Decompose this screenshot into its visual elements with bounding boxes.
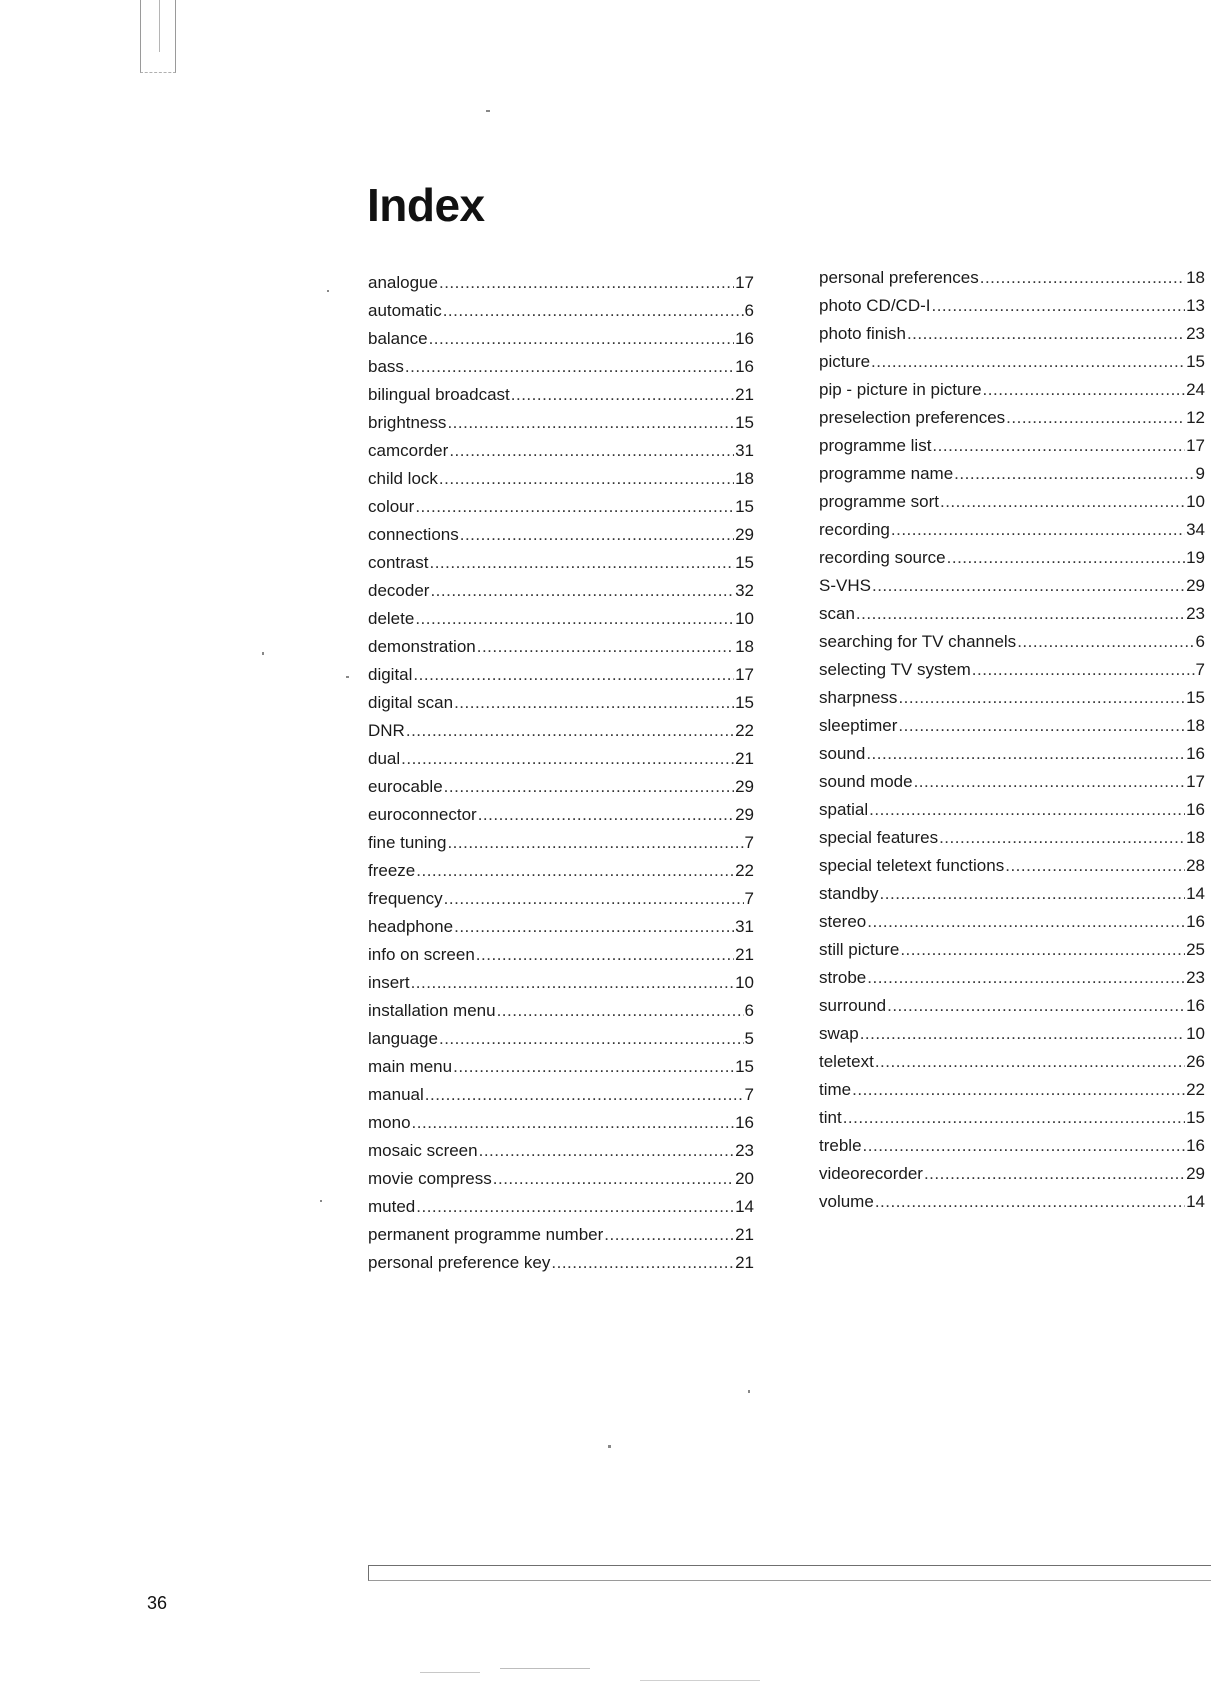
scan-speck [346, 676, 349, 678]
scan-speck [500, 1668, 590, 1669]
dot-leader [416, 857, 734, 885]
index-entry [819, 936, 1205, 964]
dot-leader [872, 572, 1185, 600]
index-entry [368, 269, 754, 297]
index-page-number: 6 [1195, 632, 1205, 651]
index-entry [368, 409, 754, 437]
index-page-number: 15 [735, 497, 754, 516]
index-page-number: 23 [1186, 604, 1205, 623]
index-page-number: 16 [1186, 800, 1205, 819]
index-entry [368, 1249, 754, 1277]
index-entry [368, 885, 754, 913]
dot-leader [983, 376, 1186, 404]
index-page-number: 17 [735, 273, 754, 292]
dot-leader [940, 488, 1185, 516]
dot-leader [476, 941, 734, 969]
index-term: balance [368, 329, 428, 348]
index-term: colour [368, 497, 415, 516]
index-page-number: 20 [735, 1169, 754, 1188]
index-entry [819, 712, 1205, 740]
index-term: sleeptimer [819, 716, 898, 735]
index-term: scan [819, 604, 855, 623]
dot-leader [405, 353, 734, 381]
index-term: automatic [368, 301, 442, 320]
index-page-number: 6 [744, 1001, 754, 1020]
index-term: insert [368, 973, 410, 992]
index-entry [368, 717, 754, 745]
index-page-number: 19 [1186, 548, 1205, 567]
index-page-number: 7 [744, 833, 754, 852]
dot-leader [430, 577, 734, 605]
crop-mark [140, 0, 176, 73]
index-entry [819, 852, 1205, 880]
index-page-number: 31 [735, 441, 754, 460]
index-entry [819, 1188, 1205, 1216]
dot-leader [875, 1188, 1185, 1216]
index-entry [368, 633, 754, 661]
dot-leader [907, 320, 1185, 348]
dot-leader [406, 717, 734, 745]
index-term: camcorder [368, 441, 449, 460]
index-page-number: 23 [735, 1141, 754, 1160]
bottom-rule [368, 1565, 1211, 1581]
dot-leader [444, 885, 744, 913]
index-page-number: 29 [1186, 576, 1205, 595]
index-term: personal preference key [368, 1253, 551, 1272]
page-number: 36 [147, 1593, 168, 1613]
index-term: dual [368, 749, 401, 768]
index-page-number: 17 [735, 665, 754, 684]
scan-speck [608, 1445, 611, 1448]
scan-speck [320, 1200, 322, 1202]
index-term: delete [368, 609, 415, 628]
index-term: spatial [819, 800, 869, 819]
index-page-number: 18 [1186, 828, 1205, 847]
dot-leader [604, 1221, 734, 1249]
dot-leader [887, 992, 1185, 1020]
dot-leader [914, 768, 1186, 796]
index-page-number: 22 [1186, 1080, 1205, 1099]
index-term: DNR [368, 721, 405, 740]
index-term: contrast [368, 553, 429, 572]
index-entry [368, 465, 754, 493]
index-term: eurocable [368, 777, 443, 796]
index-page-number: 34 [1186, 520, 1205, 539]
index-page-number: 16 [1186, 1136, 1205, 1155]
dot-leader [444, 773, 734, 801]
index-entry [819, 460, 1205, 488]
scan-speck [327, 290, 329, 292]
dot-leader [416, 1193, 734, 1221]
dot-leader [412, 1109, 735, 1137]
dot-leader [439, 1025, 744, 1053]
index-term: main menu [368, 1057, 453, 1076]
index-term: brightness [368, 413, 447, 432]
index-term: demonstration [368, 637, 476, 656]
dot-leader [947, 544, 1185, 572]
index-term: pip - picture in picture [819, 380, 982, 399]
index-entry [819, 1132, 1205, 1160]
index-entry [368, 997, 754, 1025]
index-page-number: 18 [735, 469, 754, 488]
index-page-number: 17 [1186, 772, 1205, 791]
dot-leader [875, 1048, 1185, 1076]
dot-leader [477, 633, 734, 661]
index-entry [368, 941, 754, 969]
index-entry [368, 605, 754, 633]
index-page-number: 24 [1186, 380, 1205, 399]
index-entry [368, 661, 754, 689]
dot-leader [453, 1053, 734, 1081]
index-term: special teletext functions [819, 856, 1005, 875]
scan-speck [486, 110, 490, 112]
index-term: photo finish [819, 324, 906, 343]
dot-leader [447, 409, 734, 437]
index-term: frequency [368, 889, 443, 908]
index-entry [368, 297, 754, 325]
index-entry [819, 740, 1205, 768]
index-term: recording source [819, 548, 946, 567]
index-page-number: 26 [1186, 1052, 1205, 1071]
index-page-number: 16 [1186, 912, 1205, 931]
dot-leader [447, 829, 743, 857]
index-term: mosaic screen [368, 1141, 478, 1160]
dot-leader [1005, 852, 1185, 880]
index-page-number: 15 [1186, 352, 1205, 371]
index-term: permanent programme number [368, 1225, 604, 1244]
index-term: time [819, 1080, 852, 1099]
index-entry [368, 437, 754, 465]
index-entry [368, 325, 754, 353]
dot-leader [413, 661, 734, 689]
index-entry [819, 1020, 1205, 1048]
index-term: picture [819, 352, 871, 371]
index-page-number: 7 [1195, 660, 1205, 679]
index-term: surround [819, 996, 887, 1015]
index-page-number: 16 [1186, 744, 1205, 763]
index-term: swap [819, 1024, 859, 1043]
dot-leader [449, 437, 734, 465]
index-term: bass [368, 357, 404, 376]
index-term: programme name [819, 464, 954, 483]
index-page-number: 15 [735, 413, 754, 432]
index-term: info on screen [368, 945, 475, 964]
index-entry [819, 376, 1205, 404]
index-page-number: 21 [735, 945, 754, 964]
index-term: tint [819, 1108, 842, 1127]
index-page-number: 29 [735, 525, 754, 544]
index-page-number: 29 [1186, 1164, 1205, 1183]
dot-leader [415, 493, 734, 521]
index-term: stereo [819, 912, 867, 931]
index-entry [819, 684, 1205, 712]
index-entry [819, 572, 1205, 600]
index-term: muted [368, 1197, 416, 1216]
index-entry [368, 1193, 754, 1221]
index-entry [368, 353, 754, 381]
index-term: personal preferences [819, 268, 979, 287]
index-page-number: 21 [735, 1253, 754, 1272]
dot-leader [429, 549, 734, 577]
dot-leader [898, 684, 1185, 712]
index-entry [368, 857, 754, 885]
index-term: digital [368, 665, 413, 684]
index-column-right [819, 264, 1205, 1216]
dot-leader [1017, 628, 1194, 656]
index-entry [368, 969, 754, 997]
index-page-number: 6 [744, 301, 754, 320]
index-entry [368, 1221, 754, 1249]
index-entry [368, 689, 754, 717]
index-page-number: 13 [1186, 296, 1205, 315]
index-page-number: 29 [735, 777, 754, 796]
index-column-left [368, 269, 754, 1277]
dot-leader [972, 656, 1195, 684]
dot-leader [900, 936, 1185, 964]
dot-leader [439, 269, 734, 297]
index-entry [368, 773, 754, 801]
index-entry [368, 1109, 754, 1137]
dot-leader [415, 605, 734, 633]
index-term: searching for TV channels [819, 632, 1017, 651]
index-entry [819, 880, 1205, 908]
index-term: bilingual broadcast [368, 385, 510, 404]
dot-leader [980, 264, 1185, 292]
index-page-number: 16 [735, 1113, 754, 1132]
index-entry [819, 432, 1205, 460]
dot-leader [898, 712, 1185, 740]
scan-speck [748, 1390, 750, 1393]
dot-leader [867, 908, 1185, 936]
index-page-number: 28 [1186, 856, 1205, 875]
dot-leader [439, 465, 734, 493]
index-page-number: 7 [744, 1085, 754, 1104]
index-entry [819, 824, 1205, 852]
index-term: analogue [368, 273, 438, 292]
index-term: photo CD/CD-I [819, 296, 931, 315]
index-entry [368, 577, 754, 605]
index-term: treble [819, 1136, 862, 1155]
index-term: sound mode [819, 772, 913, 791]
index-entry [368, 549, 754, 577]
scan-speck [420, 1672, 480, 1673]
index-page-number: 18 [735, 637, 754, 656]
index-page-number: 14 [1186, 1192, 1205, 1211]
index-term: teletext [819, 1052, 874, 1071]
index-term: headphone [368, 917, 454, 936]
index-page-number: 22 [735, 861, 754, 880]
index-term: sound [819, 744, 866, 763]
index-page-number: 22 [735, 721, 754, 740]
dot-leader [411, 969, 735, 997]
dot-leader [880, 880, 1186, 908]
index-term: preselection preferences [819, 408, 1006, 427]
dot-leader [856, 600, 1185, 628]
dot-leader [454, 913, 734, 941]
index-entry [819, 348, 1205, 376]
index-entry [368, 1137, 754, 1165]
index-entry [819, 516, 1205, 544]
index-entry [819, 796, 1205, 824]
index-entry [819, 320, 1205, 348]
scan-speck [640, 1680, 760, 1681]
index-entry [368, 745, 754, 773]
dot-leader [866, 740, 1185, 768]
index-entry [368, 913, 754, 941]
index-term: fine tuning [368, 833, 447, 852]
index-entry [819, 488, 1205, 516]
dot-leader [1006, 404, 1185, 432]
index-entry [368, 521, 754, 549]
dot-leader [871, 348, 1185, 376]
index-term: still picture [819, 940, 900, 959]
index-page-number: 16 [735, 329, 754, 348]
dot-leader [843, 1104, 1185, 1132]
index-term: standby [819, 884, 879, 903]
index-page-number: 16 [1186, 996, 1205, 1015]
index-term: connections [368, 525, 459, 544]
index-page-number: 15 [735, 553, 754, 572]
index-page-number: 21 [735, 749, 754, 768]
index-page-number: 10 [735, 973, 754, 992]
index-entry [819, 1104, 1205, 1132]
index-entry [819, 544, 1205, 572]
index-page-number: 10 [1186, 1024, 1205, 1043]
dot-leader [932, 432, 1185, 460]
dot-leader [425, 1081, 744, 1109]
dot-leader [954, 460, 1194, 488]
index-entry [368, 1165, 754, 1193]
dot-leader [867, 964, 1185, 992]
index-entry [819, 1048, 1205, 1076]
index-term: mono [368, 1113, 411, 1132]
index-page-number: 12 [1186, 408, 1205, 427]
dot-leader [863, 1132, 1186, 1160]
index-page-number: 15 [735, 693, 754, 712]
index-page-number: 29 [735, 805, 754, 824]
index-page-number: 15 [1186, 688, 1205, 707]
index-entry [819, 264, 1205, 292]
index-page-number: 5 [744, 1029, 754, 1048]
page-title: Index [367, 179, 485, 231]
dot-leader [924, 1160, 1185, 1188]
index-page-number: 14 [735, 1197, 754, 1216]
index-page-number: 18 [1186, 716, 1205, 735]
index-term: installation menu [368, 1001, 496, 1020]
index-page-number: 15 [735, 1057, 754, 1076]
index-term: child lock [368, 469, 438, 488]
dot-leader [454, 689, 734, 717]
index-entry [368, 829, 754, 857]
scan-speck [262, 652, 264, 655]
index-term: euroconnector [368, 805, 477, 824]
dot-leader [401, 745, 734, 773]
index-entry [368, 1053, 754, 1081]
index-page-number: 10 [1186, 492, 1205, 511]
dot-leader [852, 1076, 1185, 1104]
index-term: digital scan [368, 693, 454, 712]
index-entry [819, 1076, 1205, 1104]
index-entry [819, 600, 1205, 628]
index-term: movie compress [368, 1169, 492, 1188]
index-term: programme sort [819, 492, 939, 511]
index-entry [368, 1025, 754, 1053]
index-term: selecting TV system [819, 660, 971, 679]
dot-leader [869, 796, 1185, 824]
dot-leader [497, 997, 744, 1025]
index-entry [368, 493, 754, 521]
index-entry [368, 1081, 754, 1109]
index-page-number: 23 [1186, 968, 1205, 987]
index-term: S-VHS [819, 576, 871, 595]
dot-leader [460, 521, 734, 549]
index-entry [819, 1160, 1205, 1188]
dot-leader [891, 516, 1185, 544]
index-entry [819, 656, 1205, 684]
index-entry [819, 992, 1205, 1020]
index-entry [819, 628, 1205, 656]
index-term: decoder [368, 581, 430, 600]
dot-leader [443, 297, 744, 325]
dot-leader [493, 1165, 734, 1193]
dot-leader [479, 1137, 734, 1165]
index-term: recording [819, 520, 890, 539]
dot-leader [860, 1020, 1185, 1048]
index-page-number: 9 [1195, 464, 1205, 483]
index-term: videorecorder [819, 1164, 923, 1183]
dot-leader [939, 824, 1185, 852]
index-page-number: 21 [735, 1225, 754, 1244]
index-entry [819, 964, 1205, 992]
index-page-number: 32 [735, 581, 754, 600]
index-page-number: 23 [1186, 324, 1205, 343]
index-entry [819, 292, 1205, 320]
index-entry [819, 768, 1205, 796]
index-page-number: 31 [735, 917, 754, 936]
index-page-number: 25 [1186, 940, 1205, 959]
dot-leader [551, 1249, 734, 1277]
index-term: freeze [368, 861, 416, 880]
index-term: language [368, 1029, 438, 1048]
index-page-number: 21 [735, 385, 754, 404]
index-page-number: 10 [735, 609, 754, 628]
index-page-number: 18 [1186, 268, 1205, 287]
index-term: strobe [819, 968, 867, 987]
index-entry [368, 381, 754, 409]
index-term: sharpness [819, 688, 898, 707]
index-term: programme list [819, 436, 932, 455]
index-entry [368, 801, 754, 829]
dot-leader [478, 801, 734, 829]
index-term: manual [368, 1085, 424, 1104]
dot-leader [429, 325, 735, 353]
index-page-number: 17 [1186, 436, 1205, 455]
index-page-number: 7 [744, 889, 754, 908]
index-term: special features [819, 828, 939, 847]
dot-leader [511, 381, 734, 409]
index-entry [819, 908, 1205, 936]
index-term: volume [819, 1192, 874, 1211]
index-page-number: 14 [1186, 884, 1205, 903]
index-entry [819, 404, 1205, 432]
index-page-number: 16 [735, 357, 754, 376]
dot-leader [931, 292, 1185, 320]
index-page-number: 15 [1186, 1108, 1205, 1127]
